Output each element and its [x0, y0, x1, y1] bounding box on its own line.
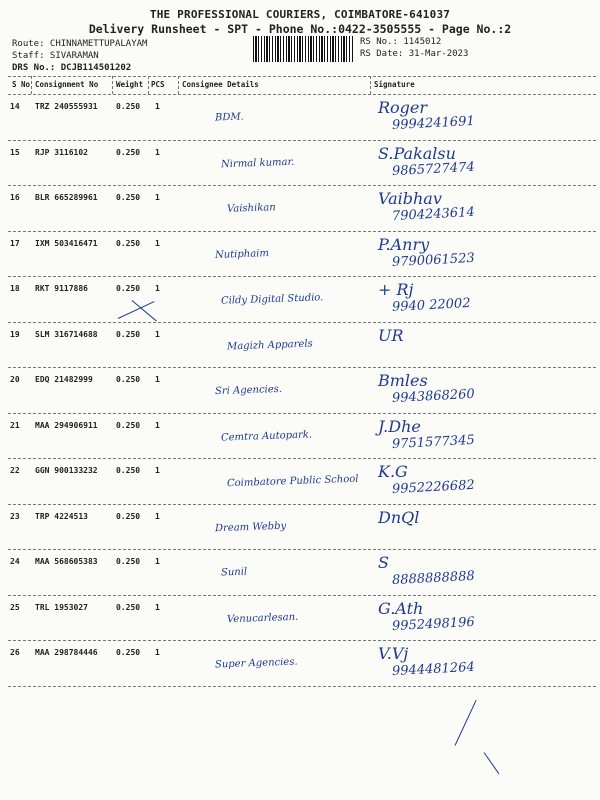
- row-signature-phone: 8888888888: [391, 568, 476, 589]
- row-signature-phone: 9940 22002: [391, 295, 471, 316]
- row-weight: 0.250: [116, 329, 141, 339]
- row-divider: [8, 504, 596, 505]
- row-divider: [8, 276, 596, 277]
- row-consignee-handwriting: Nutiphaim: [214, 247, 270, 261]
- row-signature-handwriting: S.Pakalsu: [378, 143, 456, 163]
- col-head-sno: S No: [12, 80, 31, 89]
- row-pieces: 1: [155, 147, 160, 157]
- runsheet-meta-right: [360, 36, 468, 60]
- row-serial-number: 21: [10, 420, 20, 430]
- page-subtitle: Delivery Runsheet - SPT - Phone No.:0422-3505555 - Page No.:2: [88, 22, 512, 36]
- row-serial-number: 19: [10, 329, 20, 339]
- row-consignment-number: IXM 503416471: [35, 238, 98, 248]
- row-signature-handwriting: Bmles: [378, 371, 428, 390]
- row-divider: [8, 640, 596, 641]
- row-signature-handwriting: UR: [378, 325, 404, 345]
- col-divider: [148, 76, 149, 94]
- row-consignment-number: TRL 1953027: [35, 602, 88, 612]
- row-consignee-handwriting: Sri Agencies.: [214, 383, 283, 398]
- row-consignee-handwriting: Nirmal kumar.: [220, 156, 295, 170]
- row-consignee-handwriting: Coimbatore Public School: [226, 473, 359, 490]
- row-serial-number: 15: [10, 147, 20, 157]
- row-pieces: 1: [155, 238, 160, 248]
- col-head-pcs: PCS: [151, 80, 165, 89]
- row-signature-handwriting: Vaibhav: [378, 189, 442, 208]
- row-signature-phone: 9944481264: [391, 659, 476, 680]
- row-consignee-handwriting: BDM.: [214, 111, 244, 124]
- row-consignee-handwriting: Super Agencies.: [214, 656, 298, 671]
- row-serial-number: 23: [10, 511, 20, 521]
- row-signature-handwriting: Roger: [378, 98, 428, 117]
- row-divider: [8, 686, 596, 687]
- row-consignment-number: SLM 316714688: [35, 329, 98, 339]
- row-weight: 0.250: [116, 511, 141, 521]
- row-signature-phone: 7904243614: [391, 204, 476, 225]
- runsheet-meta-left: [12, 38, 147, 74]
- row-pieces: 1: [155, 102, 160, 111]
- staff-label: Staff: SIVARAMAN: [12, 51, 99, 61]
- col-divider: [112, 76, 113, 94]
- row-divider: [8, 231, 596, 232]
- row-pieces: 1: [155, 648, 160, 657]
- row-consignment-number: RJP 3116102: [35, 147, 88, 157]
- col-divider: [370, 76, 371, 94]
- row-pieces: 1: [155, 284, 160, 293]
- row-pieces: 1: [155, 602, 160, 612]
- row-signature-handwriting: P.Anry: [378, 234, 430, 254]
- row-weight: 0.250: [116, 420, 141, 430]
- row-pieces: 1: [155, 557, 160, 566]
- row-signature-phone: 9943868260: [391, 386, 476, 407]
- row-consignee-handwriting: Cildy Digital Studio.: [220, 292, 324, 307]
- row-signature-handwriting: + Rj: [378, 280, 414, 299]
- row-divider: [8, 458, 596, 459]
- row-signature-phone: 9952226682: [391, 477, 476, 498]
- row-signature-phone: 9790061523: [391, 250, 476, 270]
- row-serial-number: 16: [10, 193, 20, 202]
- row-signature-phone: 9751577345: [391, 432, 476, 452]
- row-divider: [8, 185, 596, 186]
- row-consignment-number: BLR 665289961: [35, 193, 98, 202]
- route-label: Route: CHINNAMETTUPALAYAM: [12, 39, 148, 49]
- rs-number: RS No.: 1145012: [360, 37, 442, 47]
- row-signature-handwriting: G.Ath: [378, 598, 424, 618]
- rs-date: RS Date: 31-Mar-2023: [360, 49, 469, 59]
- row-signature-handwriting: K.G: [378, 462, 408, 481]
- table-top-rule: [8, 76, 596, 77]
- row-signature-handwriting: DnQl: [378, 507, 420, 527]
- row-weight: 0.250: [116, 557, 141, 566]
- row-divider: [8, 595, 596, 596]
- row-divider: [8, 140, 596, 141]
- pen-mark: [484, 752, 500, 774]
- row-weight: 0.250: [116, 238, 141, 248]
- row-pieces: 1: [155, 375, 160, 384]
- row-consignee-handwriting: Sunil: [220, 566, 248, 579]
- row-pieces: 1: [155, 466, 160, 475]
- row-consignment-number: TRP 4224513: [35, 511, 88, 521]
- row-divider: [8, 413, 596, 414]
- row-consignee-handwriting: Dream Webby: [214, 520, 287, 534]
- row-signature-handwriting: V.Vj: [378, 644, 409, 663]
- row-consignment-number: GGN 900133232: [35, 466, 98, 475]
- page-title: THE PROFESSIONAL COURIERS, COIMBATORE-641037: [149, 8, 451, 21]
- row-weight: 0.250: [116, 284, 141, 293]
- row-serial-number: 20: [10, 375, 20, 384]
- row-serial-number: 17: [10, 238, 20, 248]
- row-serial-number: 24: [10, 557, 20, 566]
- row-signature-handwriting: S: [378, 553, 389, 572]
- row-consignment-number: EDQ 21482999: [35, 375, 93, 384]
- row-consignment-number: MAA 294906911: [35, 420, 98, 430]
- row-signature-handwriting: J.Dhe: [378, 416, 421, 436]
- col-divider: [31, 76, 32, 94]
- row-pieces: 1: [155, 329, 160, 339]
- row-consignee-handwriting: Venucarlesan.: [226, 611, 299, 625]
- col-head-consignee: Consignee Details: [182, 80, 259, 89]
- drs-number: DRS No.: DCJB114501202: [12, 63, 132, 73]
- col-head-consignment: Consignment No: [35, 80, 99, 89]
- row-consignment-number: RKT 9117886: [35, 284, 88, 293]
- col-head-signature: Signature: [374, 80, 415, 89]
- row-serial-number: 25: [10, 602, 20, 612]
- col-divider: [178, 76, 179, 94]
- row-weight: 0.250: [116, 602, 141, 612]
- row-weight: 0.250: [116, 147, 141, 157]
- row-pieces: 1: [155, 511, 160, 521]
- row-consignee-handwriting: Magizh Apparels: [226, 338, 313, 352]
- row-signature-phone: 9952498196: [391, 614, 476, 634]
- row-consignment-number: MAA 298784446: [35, 648, 98, 657]
- row-pieces: 1: [155, 193, 160, 202]
- row-signature-phone: 9865727474: [391, 159, 476, 179]
- barcode-image: [253, 36, 353, 62]
- row-weight: 0.250: [116, 102, 141, 111]
- row-weight: 0.250: [116, 466, 141, 475]
- row-serial-number: 18: [10, 284, 20, 293]
- row-weight: 0.250: [116, 193, 141, 202]
- row-consignee-handwriting: Vaishikan: [226, 202, 276, 215]
- row-consignment-number: MAA 568605383: [35, 557, 98, 566]
- row-serial-number: 14: [10, 102, 20, 111]
- row-divider: [8, 549, 596, 550]
- row-serial-number: 26: [10, 648, 20, 657]
- row-divider: [8, 322, 596, 323]
- row-consignment-number: TRZ 240555931: [35, 102, 98, 111]
- pen-mark: [455, 700, 477, 746]
- row-weight: 0.250: [116, 648, 141, 657]
- row-divider: [8, 367, 596, 368]
- row-consignee-handwriting: Cemtra Autopark.: [220, 428, 313, 444]
- row-pieces: 1: [155, 420, 160, 430]
- row-weight: 0.250: [116, 375, 141, 384]
- row-serial-number: 22: [10, 466, 20, 475]
- row-signature-phone: 9994241691: [391, 113, 476, 134]
- table-header-rule: [8, 94, 596, 95]
- col-head-weight: Weight: [116, 80, 144, 89]
